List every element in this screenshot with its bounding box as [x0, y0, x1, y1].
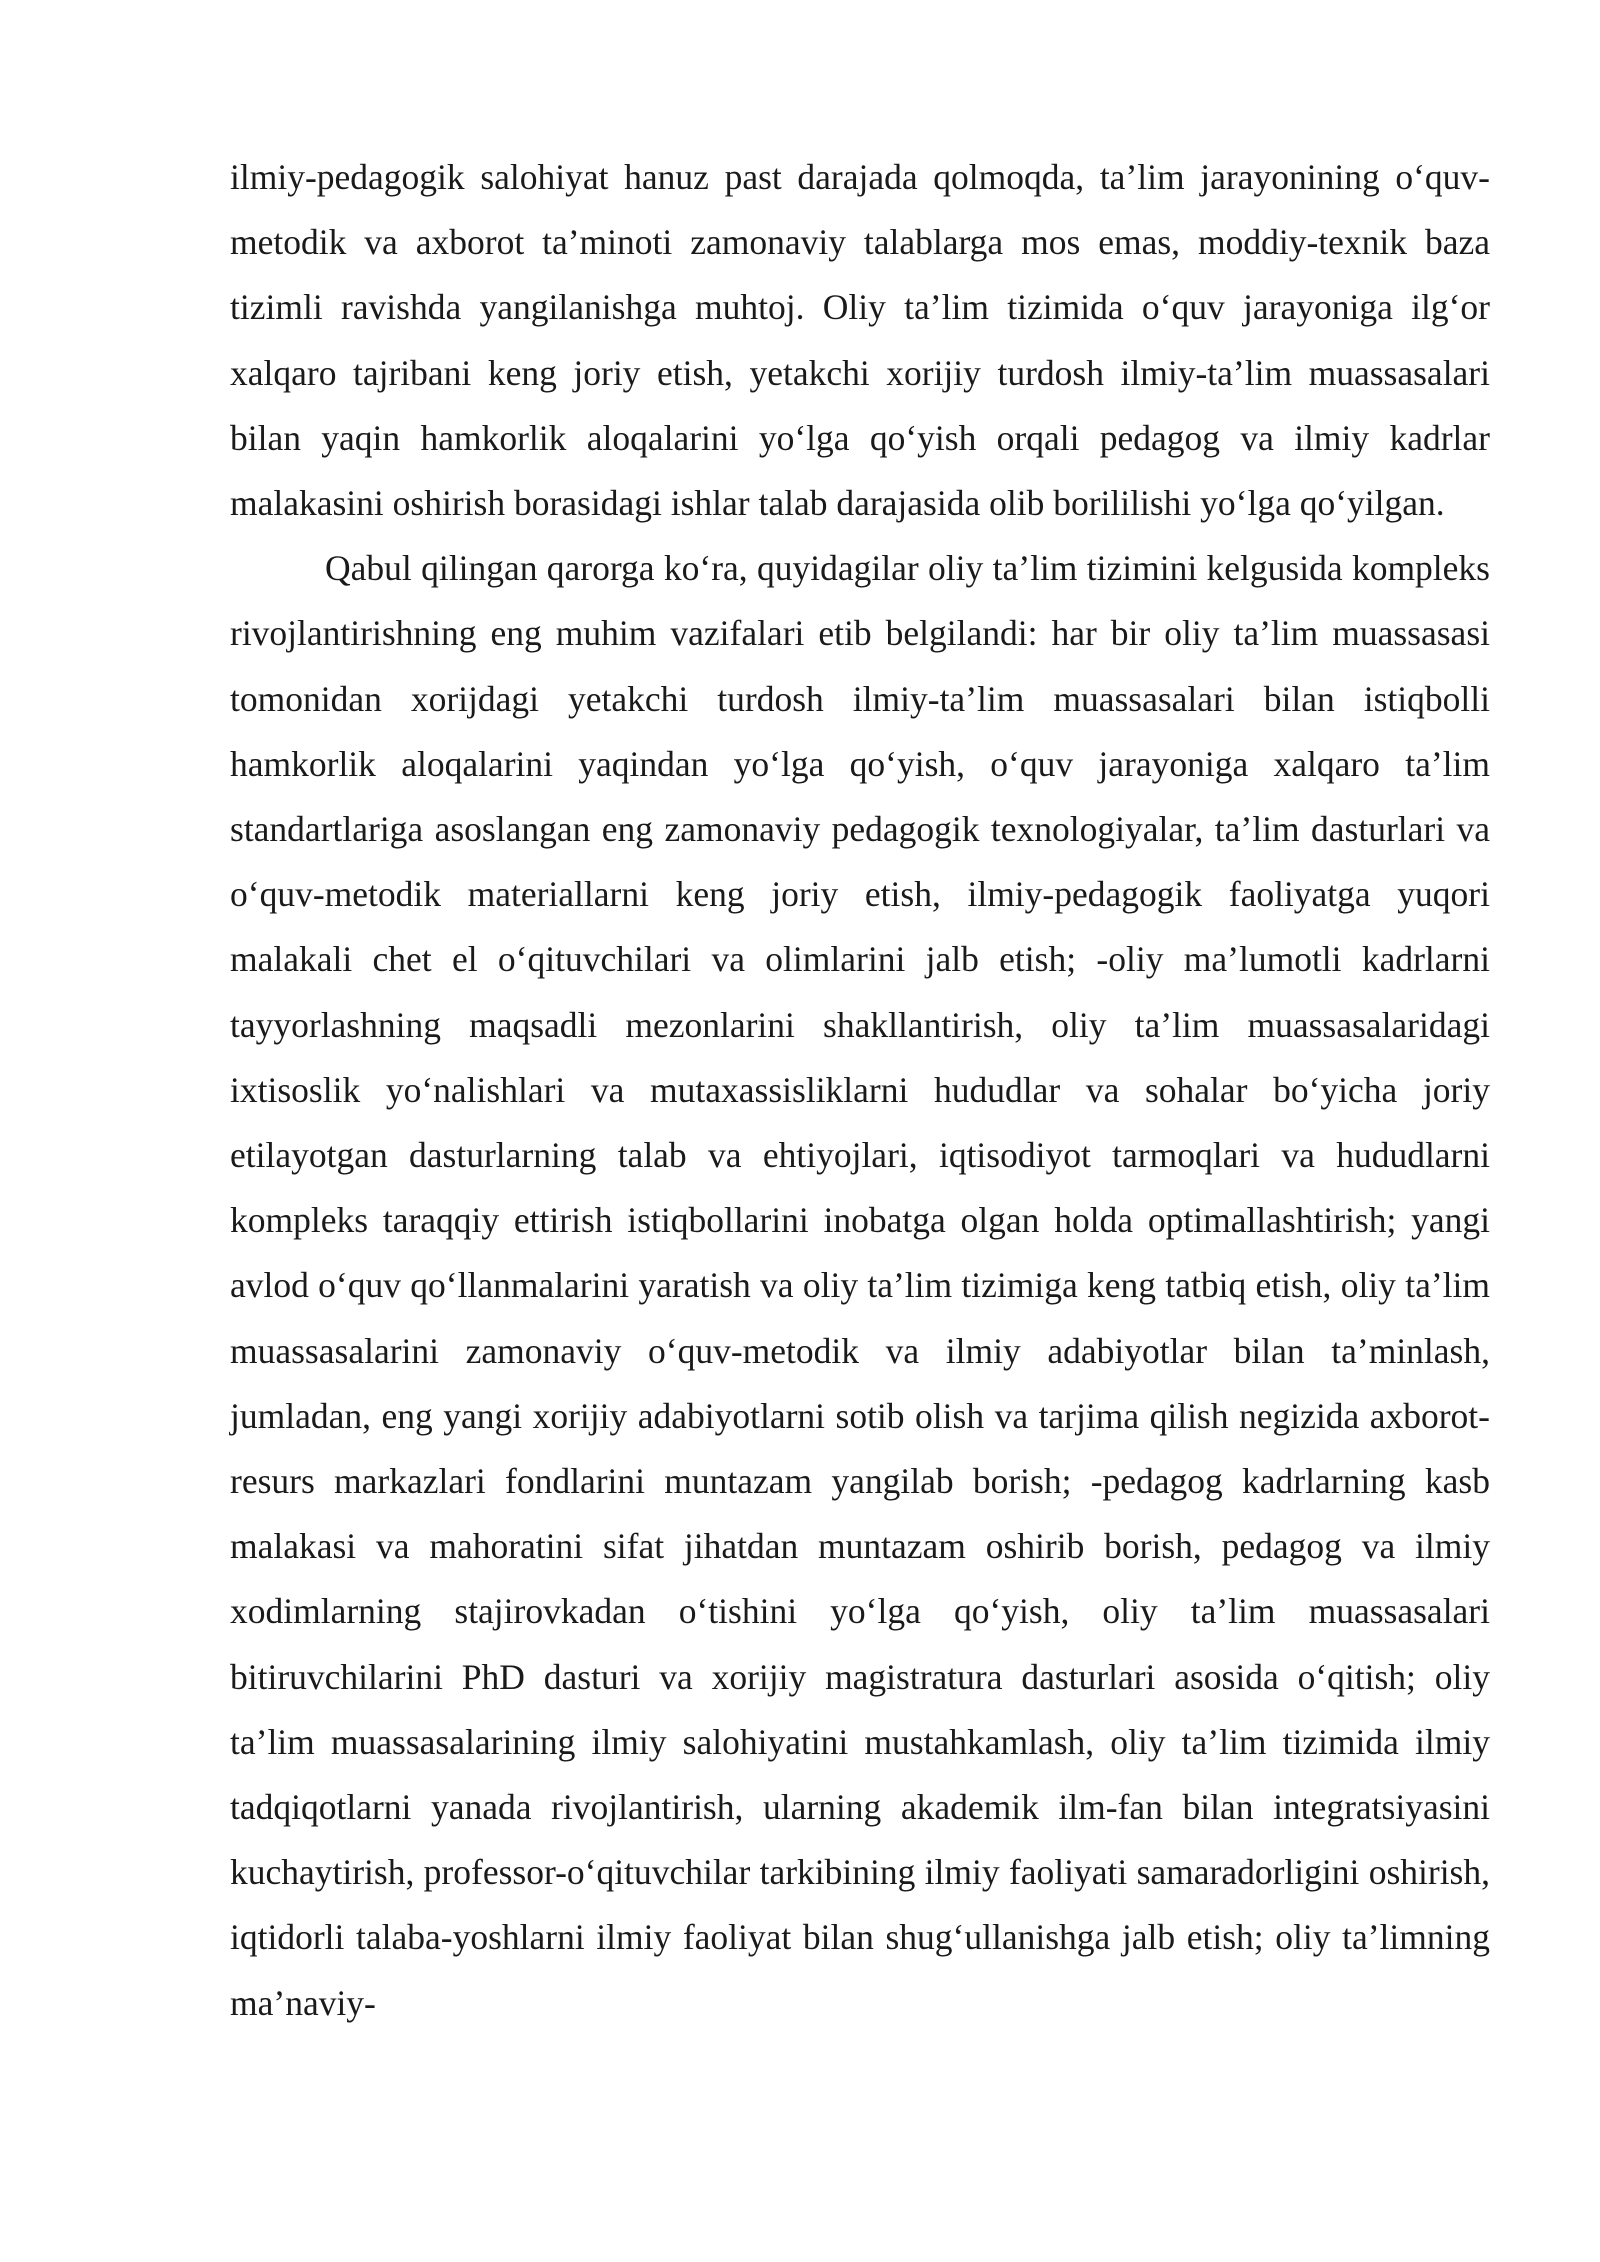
body-text — [230, 145, 1490, 2036]
paragraph-2: Qabul qilingan qarorga ko‘ra, quyidagilar oliy ta’lim tizimini kelgusida kompleks rivojlantirishning eng muhim vazifalari etib belgilandi: har bir oliy ta’lim muassasasi tomonidan xorijdagi yetakchi turdosh ilmiy-ta’lim muassasalari bilan istiqbolli hamkorlik aloqalarini yaqindan yo‘lga qo‘yish, o‘quv jarayoniga xalqaro ta’lim standartlariga asoslangan eng zamonaviy pedagogik texnologiyalar, ta’lim dasturlari va o‘quv-metodik materiallarni keng joriy etish, ilmiy-pedagogik faoliyatga yuqori malakali chet el o‘qituvchilari va olimlarini jalb etish; -oliy ma’lumotli kadrlarni tayyorlashning maqsadli mezonlarini shakllantirish, oliy ta’lim muassasalaridagi ixtisoslik yo‘nalishlari va mutaxassisliklarni hududlar va sohalar bo‘yicha joriy etilayotgan dasturlarning talab va ehtiyojlari, iqtisodiyot tarmoqlari va hududlarni kompleks taraqqiy ettirish istiqbollarini inobatga olgan holda optimallashtirish; yangi avlod o‘quv qo‘llanmalarini yaratish va oliy ta’lim tizimiga keng tatbiq etish, oliy ta’lim muassasalarini zamonaviy o‘quv-metodik va ilmiy adabiyotlar bilan ta’minlash, jumladan, eng yangi xorijiy adabiyotlarni sotib olish va tarjima qilish negizida axborot-resurs markazlari fondlarini muntazam yangilab borish; -pedagog kadrlarning kasb malakasi va mahoratini sifat jihatdan muntazam oshirib borish, pedagog va ilmiy xodimlarning stajirovkadan o‘tishini yo‘lga qo‘yish, oliy ta’lim muassasalari bitiruvchilarini PhD dasturi va xorijiy magistratura dasturlari asosida o‘qitish; oliy ta’lim muassasalarining ilmiy salohiyatini mustahkamlash, oliy ta’lim tizimida ilmiy tadqiqotlarni yanada rivojlantirish, ularning akademik ilm-fan bilan integratsiyasini kuchaytirish, professor-o‘qituvchilar tarkibining ilmiy faoliyati samaradorligini oshirish, iqtidorli talaba-yoshlarni ilmiy faoliyat bilan shug‘ullanishga jalb etish; oliy ta’limning ma’naviy- — [230, 548, 1490, 2023]
paragraph-1: ilmiy-pedagogik salohiyat hanuz past darajada qolmoqda, ta’lim jarayonining o‘quv-metodik va axborot ta’minoti zamonaviy talablarga mos emas, moddiy-texnik baza tizimli ravishda yangilanishga muhtoj. Oliy ta’lim tizimida o‘quv jarayoniga ilg‘or xalqaro tajribani keng joriy etish, yetakchi xorijiy turdosh ilmiy-ta’lim muassasalari bilan yaqin hamkorlik aloqalarini yo‘lga qo‘yish orqali pedagog va ilmiy kadrlar malakasini oshirish borasidagi ishlar talab darajasida olib borililishi yo‘lga qo‘yilgan. — [230, 157, 1490, 524]
